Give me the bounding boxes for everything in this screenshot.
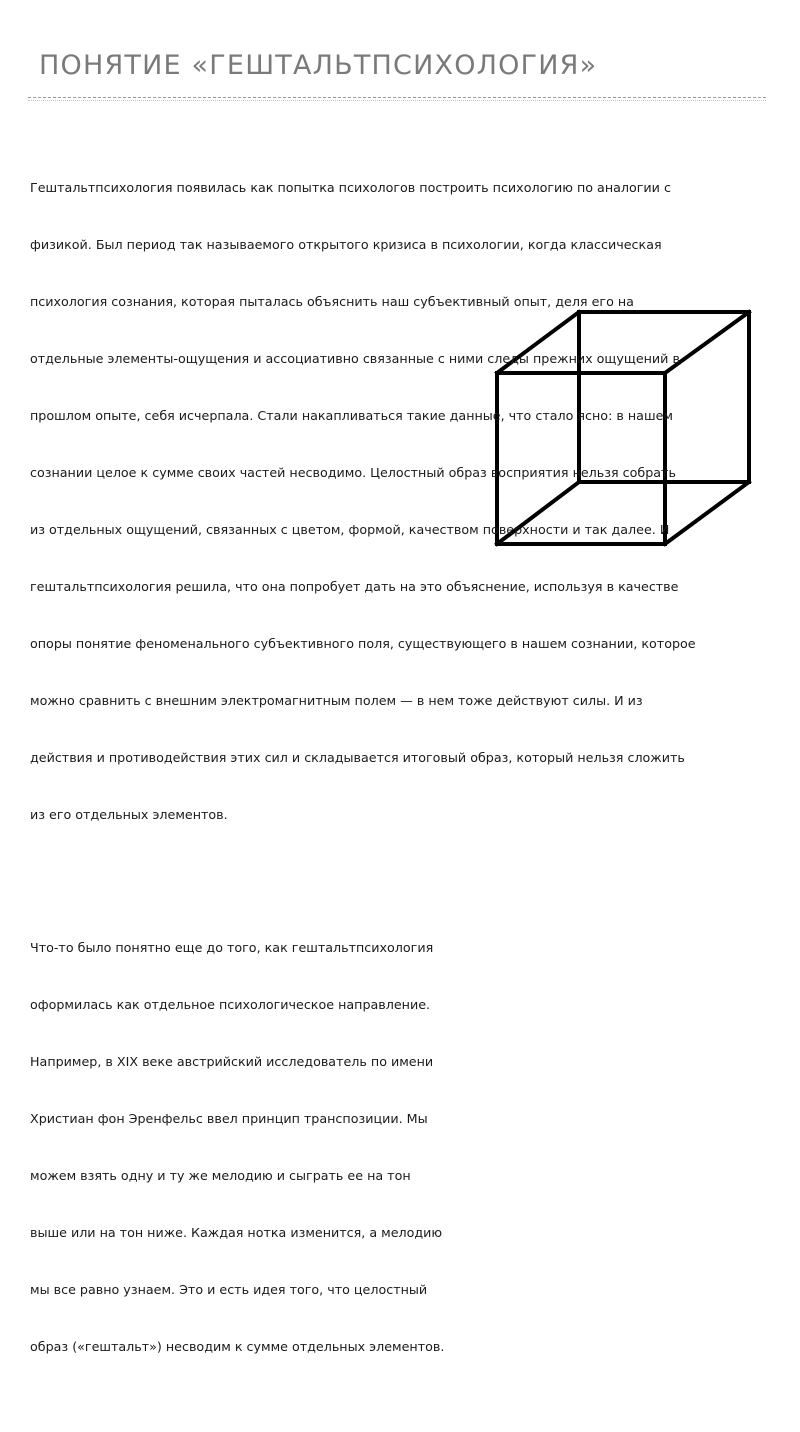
text-line: физикой. Был период так называемого открытого кризиса в психологии, когда классическая bbox=[30, 237, 662, 252]
text-line: можно сравнить с внешним электромагнитным полем — в нем тоже действуют силы. И из bbox=[30, 693, 643, 708]
text-line: Например, в XIX веке австрийский исследователь по имени bbox=[30, 1054, 434, 1069]
text-line: психология сознания, которая пыталась объяснить наш субъективный опыт, деля его на bbox=[30, 294, 634, 309]
text-line: оформилась как отдельное психологическое направление. bbox=[30, 997, 431, 1012]
text-line: прошлом опыте, себя исчерпала. Стали накапливаться такие данные, что стало ясно: в нашем bbox=[30, 408, 673, 423]
title-divider bbox=[28, 97, 766, 98]
title-divider-secondary bbox=[28, 100, 766, 101]
text-line: Христиан фон Эренфельс ввел принцип транспозиции. Мы bbox=[30, 1111, 428, 1126]
text-line: отдельные элементы-ощущения и ассоциативно связанные с ними следы прежних ощущений в bbox=[30, 351, 680, 366]
body-text bbox=[30, 102, 770, 1432]
text-line: выше или на тон ниже. Каждая нотка изменится, а мелодию bbox=[30, 1225, 443, 1240]
text-line: гештальтпсихология решила, что она попробует дать на это объяснение, используя в качестве bbox=[30, 579, 679, 594]
text-line: из его отдельных элементов. bbox=[30, 807, 228, 822]
slide-title: ПОНЯТИЕ «ГЕШТАЛЬТПСИХОЛОГИЯ» bbox=[39, 50, 598, 81]
text-line: Гештальтпсихология появилась как попытка психологов построить психологию по аналогии с bbox=[30, 180, 671, 195]
text-line: из отдельных ощущений, связанных с цветом, формой, качеством поверхности и так далее. И bbox=[30, 522, 670, 537]
text-line: Что-то было понятно еще до того, как гештальтпсихология bbox=[30, 940, 434, 955]
text-line: действия и противодействия этих сил и складывается итоговый образ, который нельзя сложить bbox=[30, 750, 685, 765]
text-line: опоры понятие феноменального субъективного поля, существующего в нашем сознании, которое bbox=[30, 636, 696, 651]
paragraph-2 bbox=[30, 900, 770, 1394]
text-line: сознании целое к сумме своих частей несводимо. Целостный образ восприятия нельзя собрать bbox=[30, 465, 676, 480]
text-line: образ («гештальт») несводим к сумме отдельных элементов. bbox=[30, 1339, 445, 1354]
text-line: можем взять одну и ту же мелодию и сыграть ее на тон bbox=[30, 1168, 411, 1183]
paragraph-1 bbox=[30, 140, 770, 862]
text-line: мы все равно узнаем. Это и есть идея того, что целостный bbox=[30, 1282, 428, 1297]
